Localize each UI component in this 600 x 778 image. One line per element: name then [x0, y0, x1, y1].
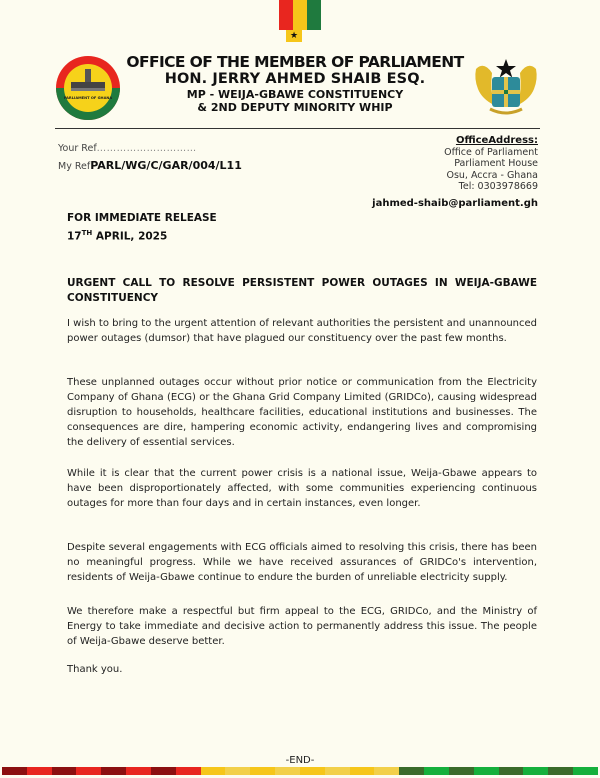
constituency-line: MP - WEIJA-GBAWE CONSTITUENCY [186, 88, 404, 101]
stripe-segment [275, 767, 300, 775]
my-ref-label: My Ref [58, 161, 91, 172]
end-marker: -END- [285, 755, 315, 766]
flag-red-band [279, 0, 293, 30]
paragraph-2: These unplanned outages occur without prior notice or communication from the Electricity Company of Ghana (ECG) or the Ghana Grid Company Limited (GRIDCo), causing widespread disruption to households, healthcare facilities, educational institutions and businesses. The consequences are dire, hampering economic activity, endangering lives and compromising the delivery of essential services. [67, 377, 537, 448]
stripe-segment [499, 767, 524, 775]
stripe-segment [325, 767, 350, 775]
office-title: OFFICE OF THE MEMBER OF PARLIAMENT [126, 53, 464, 71]
paragraph-4: Despite several engagements with ECG officials aimed to resolving this crisis, there has been no meaningful progress. While we have received assurances of GRIDCo's intervention, residents of Weija-Gbawe continue to endure the burden of unreliable electricity supply. [67, 542, 537, 583]
footer-tricolor-stripe [2, 767, 598, 775]
stripe-segment [449, 767, 474, 775]
closing: Thank you. [67, 664, 123, 675]
your-ref-dots: ………………………… [96, 143, 197, 154]
paragraph-1: I wish to bring to the urgent attention of relevant authorities the persistent and unannounced power outages (dumsor) that have plagued our constituency over the past few months. [67, 318, 537, 344]
reference-block [58, 140, 242, 175]
release-date [67, 226, 217, 245]
date-rest: APRIL, 2025 [92, 230, 168, 243]
flag-star-glyph: ★ [289, 30, 299, 41]
role-line: & 2ND DEPUTY MINORITY WHIP [197, 101, 393, 114]
release-label: FOR IMMEDIATE RELEASE [67, 212, 217, 224]
letter-title: URGENT CALL TO RESOLVE PERSISTENT POWER OUTAGES IN WEIJA-GBAWE CONSTITUENCY [67, 277, 537, 304]
stripe-segment [523, 767, 548, 775]
stripe-segment [126, 767, 151, 775]
paragraph-5: We therefore make a respectful but firm appeal to the ECG, GRIDCo, and the Ministry of Energy to take immediate and decisive action to permanently address this issue. The people of Weija-Gbawe deserve better. [67, 606, 537, 647]
address-line: Osu, Accra - Ghana [446, 169, 538, 181]
date-day: 17 [67, 230, 82, 243]
stripe-segment [101, 767, 126, 775]
stripe-segment [2, 767, 27, 775]
stripe-segment [151, 767, 176, 775]
your-ref-label: Your Ref [58, 143, 97, 154]
stripe-segment [176, 767, 201, 775]
letterhead [120, 53, 470, 114]
date-suffix: TH [81, 229, 93, 237]
paragraph-3: While it is clear that the current power crisis is a national issue, Weija-Gbawe appears to have been disproportionately affected, with some communities experiencing continuous outages for more than four days and in certain instances, even longer. [67, 468, 537, 509]
stripe-segment [52, 767, 77, 775]
parliament-of-ghana-seal-icon [55, 55, 121, 121]
stripe-segment [27, 767, 52, 775]
stripe-segment [201, 767, 226, 775]
address-title: OfficeAddress: [455, 135, 538, 146]
stripe-segment [399, 767, 424, 775]
stripe-segment [250, 767, 275, 775]
stripe-segment [225, 767, 250, 775]
stripe-segment [474, 767, 499, 775]
flag-yellow-band [293, 0, 307, 30]
your-ref-row [58, 140, 242, 157]
flag-green-band [307, 0, 321, 30]
header-divider [55, 128, 540, 129]
email-link[interactable]: jahmed-shaib@parliament.gh [372, 198, 538, 209]
ghana-flag-icon [279, 0, 321, 30]
ghana-coat-of-arms-icon [470, 55, 542, 125]
my-ref-row [58, 157, 242, 175]
address-phone: Tel: 0303978669 [458, 181, 538, 192]
my-ref-value: PARL/WG/C/GAR/004/L11 [90, 159, 242, 172]
stripe-segment [374, 767, 399, 775]
stripe-segment [76, 767, 101, 775]
stripe-segment [548, 767, 573, 775]
address-line: Office of Parliament [444, 146, 538, 158]
address-line: Parliament House [454, 158, 538, 169]
flag-star-icon [286, 30, 302, 42]
stripe-segment [350, 767, 375, 775]
stripe-segment [573, 767, 598, 775]
stripe-segment [424, 767, 449, 775]
mp-name: HON. JERRY AHMED SHAIB ESQ. [164, 71, 426, 87]
seal-caption: PARLIAMENT OF GHANA [63, 96, 113, 100]
release-block [67, 211, 217, 245]
office-address [444, 135, 538, 193]
stripe-segment [300, 767, 325, 775]
